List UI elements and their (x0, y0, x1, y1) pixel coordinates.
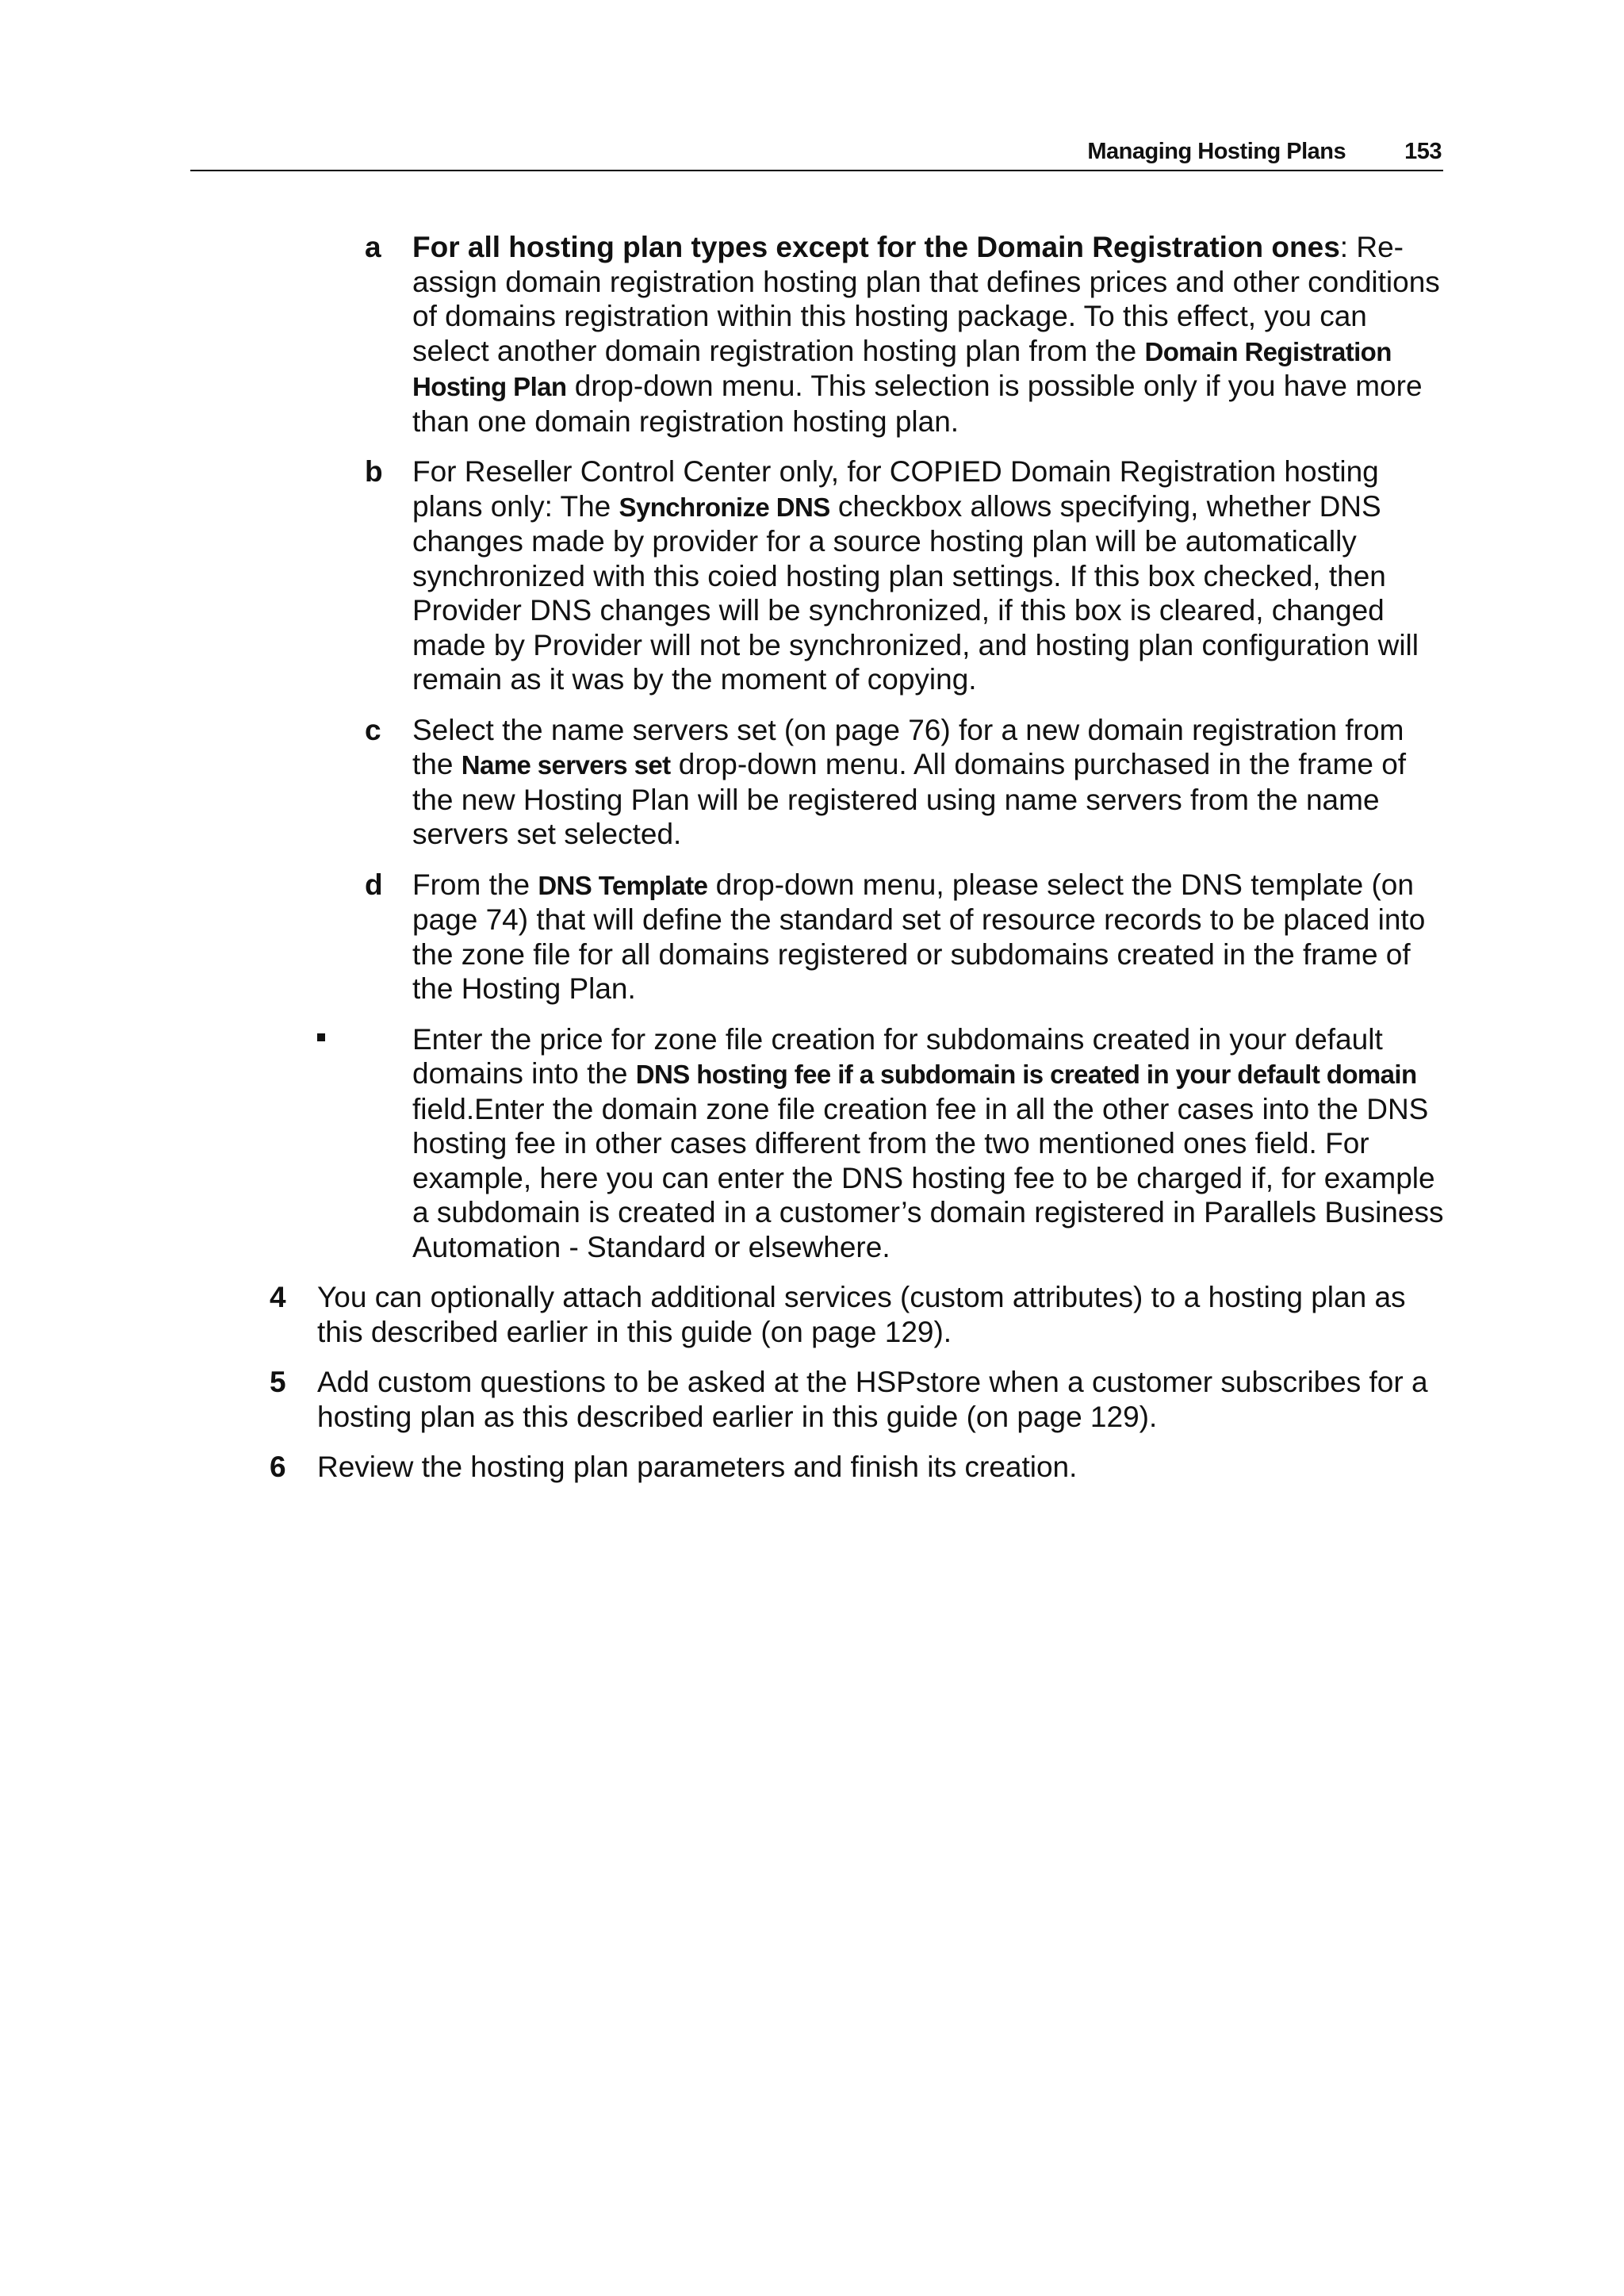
ui-term: DNS hosting fee if a subdomain is created in your default domain (635, 1060, 1417, 1089)
ui-term: DNS Template (538, 870, 708, 900)
page-body (270, 230, 1451, 1501)
step-6 (270, 1450, 1451, 1485)
substep-marker: c (365, 713, 381, 746)
substep-text: drop-down menu, please select the DNS template (on page 74) that will define the standard set of resource records to be placed into the zone file for all domains registered or subdomains created in the frame of the Hosting Plan. (412, 868, 1426, 1005)
square-bullet-icon (317, 1033, 325, 1041)
step-number: 4 (270, 1281, 286, 1313)
substep-lead: For all hosting plan types except for the Domain Registration ones (412, 231, 1340, 263)
step-text: Review the hosting plan parameters and finish its creation. (317, 1451, 1078, 1483)
substep-b (317, 454, 1451, 697)
page-number: 153 (1404, 139, 1442, 164)
step-text: Add custom questions to be asked at the HSPstore when a customer subscribes for a hosting plan as this described earlier in this guide (on page 129). (317, 1366, 1428, 1433)
substep-a (317, 230, 1451, 439)
bullet-text: field.Enter the domain zone file creation fee in all the other cases into the DNS hosting fee in other cases different from the two mentioned ones field. For example, here you can enter the DNS hosting fee to be charged if, for example a subdomain is created in a customer’s domain registered in Parallels Business Automation - Standard or elsewhere. (412, 1092, 1444, 1263)
ui-term: Synchronize DNS (619, 492, 830, 522)
ui-term: Name servers set (461, 750, 671, 780)
step-number: 6 (270, 1451, 286, 1483)
page-header (190, 133, 1443, 171)
substep-text: checkbox allows specifying, whether DNS changes made by provider for a source hosting plan will be automatically synchronized with this coied hosting plan settings. If this box checked, then Provider DNS changes will be synchronized, if this box is cleared, changed made by Provider will not be synchronized, and hosting plan configuration will remain as it was by the moment of copying. (412, 489, 1419, 696)
substep-marker: d (365, 868, 383, 901)
substep-marker: b (365, 455, 383, 488)
bullet-item (317, 1022, 1451, 1265)
step-number: 5 (270, 1366, 286, 1398)
running-header-title: Managing Hosting Plans (1087, 139, 1346, 164)
substep-text: drop-down menu. All domains purchased in the frame of the new Hosting Plan will be registered using name servers from the name servers set selected. (412, 748, 1407, 850)
step-text: You can optionally attach additional services (custom attributes) to a hosting plan as this described earlier in this guide (on page 129). (317, 1281, 1406, 1348)
substep-text: From the (412, 868, 538, 901)
substep-text: : Re-assign domain registration hosting plan that defines prices and other conditions of domains registration within this hosting package. To this effect, you can select another domain registration hosting plan from the (412, 231, 1440, 367)
substep-text: For Reseller Control Center only, for COPIED Domain Registration hosting plans only: The (412, 455, 1379, 523)
step-5 (270, 1365, 1451, 1434)
step-4 (270, 1280, 1451, 1349)
substep-marker: a (365, 231, 381, 263)
substep-c (317, 713, 1451, 852)
substep-text: drop-down menu. This selection is possible only if you have more than one domain registration hosting plan. (412, 370, 1423, 438)
bullet-text: Enter the price for zone file creation for subdomains created in your default domains into the (412, 1022, 1383, 1090)
substep-text: Select the name servers set (on page 76) for a new domain registration from the (412, 713, 1404, 780)
ui-term: Domain Registration Hosting Plan (412, 336, 1392, 401)
substep-d (317, 868, 1451, 1006)
